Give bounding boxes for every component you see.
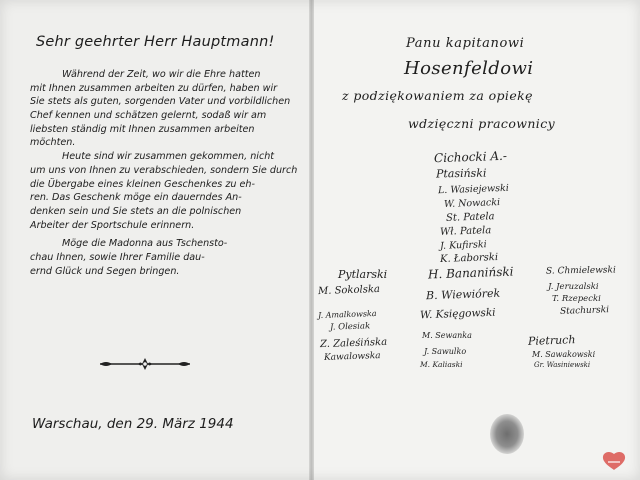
- signature: K. Łaborski: [439, 251, 499, 266]
- letter-line: möchten.: [30, 137, 76, 149]
- letter-line: Sie stets als guten, sorgenden Vater und vorbildlichen: [30, 96, 291, 108]
- signature: M. Sokolska: [317, 283, 381, 298]
- letter-line: Während der Zeit, wo wir die Ehre hatten: [62, 69, 261, 80]
- signature: L. Wasiejewski: [437, 182, 510, 197]
- signature: St. Patela: [445, 211, 495, 224]
- signature: Cichocki A.-: [433, 148, 508, 166]
- date-line: Warschau, den 29. März 1944: [32, 416, 234, 432]
- letter-line: mit Ihnen zusammen arbeiten zu dürfen, haben wir: [30, 82, 278, 94]
- letter-line: Heute sind wir zusammen gekommen, nicht: [62, 151, 275, 163]
- signature: M. Sawakowski: [532, 350, 596, 359]
- ornament-divider: [98, 354, 192, 374]
- signature: S. Chmielewski: [545, 265, 616, 277]
- signature: Z. Zaleśińska: [319, 336, 388, 351]
- signature: J. Olesiak: [329, 321, 371, 333]
- signature: J. Jeruzalski: [548, 282, 599, 292]
- signature: M. Kaliaski: [420, 360, 463, 369]
- letter-line: liebsten ständig mit Ihnen zusammen arbeiten: [30, 123, 255, 135]
- signature: Kawalowska: [323, 351, 381, 363]
- signature: H. Bananiński: [427, 264, 514, 282]
- letter-line: ernd Glück und Segen bringen.: [30, 265, 180, 277]
- signature: J. Kufirski: [439, 239, 487, 252]
- signature: Wł. Patela: [439, 225, 492, 238]
- signature: Pietruch: [527, 333, 576, 348]
- dedication-line: z podziękowaniem za opiekę: [342, 88, 533, 103]
- signature: J. Sawulko: [424, 347, 467, 356]
- signature: Pytlarski: [338, 268, 388, 281]
- letter-line: Arbeiter der Sportschule erinnern.: [30, 219, 195, 231]
- letter-line: ren. Das Geschenk möge ein dauerndes An-: [30, 192, 242, 204]
- letter-line: denken sein und Sie stets an die polnischen: [30, 205, 242, 217]
- dedication-recipient: Hosenfeldowi: [404, 58, 534, 79]
- letter-line: chau Ihnen, sowie Ihrer Familie dau-: [30, 251, 205, 263]
- wax-seal-stain: [490, 414, 524, 454]
- letter-body: [30, 68, 298, 278]
- letter-line: Chef kennen und schätzen gelernt, sodaß wir am: [30, 110, 267, 122]
- letter-line: Möge die Madonna aus Tschensto-: [62, 238, 228, 250]
- page-gutter: [309, 0, 314, 480]
- signature: M. Sewanka: [422, 331, 472, 340]
- salutation: Sehr geehrter Herr Hauptmann!: [36, 34, 275, 50]
- signature: Stachurski: [559, 305, 610, 317]
- signature: B. Wiewiórek: [425, 286, 501, 303]
- dedication-line: wdzięczni pracownicy: [408, 116, 556, 131]
- dedication-line: Panu kapitanowi: [406, 36, 525, 51]
- signature: W. Nowacki: [443, 197, 501, 210]
- letter-line: um uns von Ihnen zu verabschieden, sondern Sie durch: [30, 164, 298, 176]
- signature: W. Księgowski: [419, 306, 496, 322]
- watermark-logo-icon: [598, 450, 630, 472]
- signature: J. Amalkowska: [317, 308, 377, 321]
- signature: Gr. Wasiniewski: [534, 361, 591, 369]
- letter-line: die Übergabe eines kleinen Geschenkes zu eh-: [30, 178, 255, 190]
- signature: T. Rzepecki: [552, 294, 601, 304]
- signature: Ptasiński: [435, 166, 487, 181]
